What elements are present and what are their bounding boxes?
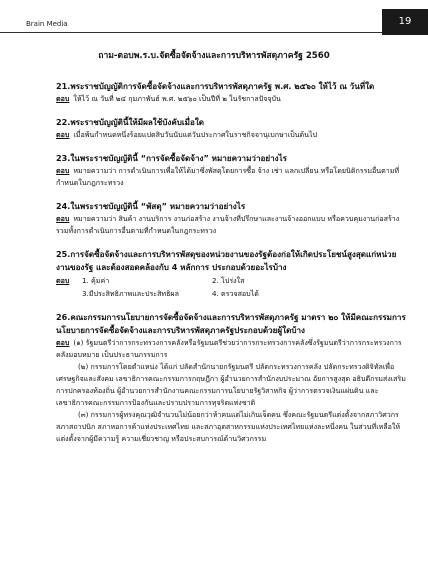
- question: 24.ในพระราชบัญญัตินี้ “พัสดุ” หมายความว่าอย่างไร: [56, 201, 246, 211]
- answer-options: [56, 274, 406, 300]
- answer: [56, 165, 406, 189]
- answer-label: ตอบ: [56, 130, 70, 139]
- answer-label: ตอบ: [56, 166, 70, 175]
- answer-text: เมื่อพ้นกำหนดหนึ่งร้อยแปดสิบวันนับแต่วันประกาศในราชกิจจานุเบกษาเป็นต้นไป: [73, 130, 318, 139]
- answer: [56, 213, 406, 237]
- answer: [56, 93, 406, 105]
- qa-item-24: [56, 200, 406, 237]
- answer-text: ให้ไว้ ณ วันที่ ๒๔ กุมภาพันธ์ พ.ศ. ๒๕๖๐ เป็นปีที่ ๒ ในรัชกาลปัจจุบัน: [73, 94, 281, 103]
- answer-paragraph: (๒) กรรมการโดยตำแหน่ง ได้แก่ ปลัดสำนักนายกรัฐมนตรี ปลัดกระทรวงการคลัง ปลัดกระทรวงดิจิทัลเพื่อเศรษฐกิจและสังคม เลขาธิการคณะกรรมการกฤษฎีกา ผู้อำนวยการสำนักงบประมาณ อัยการสูงสุด อธิบดีกรมส่งเสริมการปกครองท้องถิ่น ผู้อำนวยการสำนักงานคณะกรรมการนโยบายรัฐวิสาหกิจ ผู้ว่าการตรวจเงินแผ่นดิน และเลขาธิการคณะกรรมการป้องกันและปราบปรามการทุจริตแห่งชาติ: [56, 362, 406, 407]
- options-row: [56, 274, 406, 287]
- option-item: 4. ตรวจสอบได้: [212, 289, 259, 298]
- option-item: 1. คุ้มค่า: [82, 276, 110, 285]
- answer-text: หมายความว่า สินค้า งานบริการ งานก่อสร้าง งานจ้างที่ปรึกษาและงานจ้างออกแบบ หรือควบคุมงานก่อสร้าง รวมทั้งการดำเนินการอื่นตามที่กำหนดในกฎกระทรวง: [56, 214, 400, 235]
- answer-label: ตอบ: [56, 214, 70, 223]
- answer: [56, 129, 406, 141]
- option-item: 3.มีประสิทธิภาพและประสิทธิผล: [82, 289, 179, 298]
- answer-label: ตอบ: [56, 276, 70, 285]
- answer-paragraph: [56, 337, 406, 361]
- qa-item-22: [56, 116, 406, 141]
- options-row: [56, 287, 406, 300]
- qa-item-21: [56, 80, 406, 105]
- question: 23.ในพระราชบัญญัตินี้ “การจัดซื้อจัดจ้าง” หมายความว่าอย่างไร: [56, 153, 288, 163]
- question: 25.การจัดซื้อจัดจ้างและการบริหารพัสดุของหน่วยงานของรัฐต้องก่อให้เกิดประโยชน์สูงสุดแก่หน่วยงานของรัฐ และต้องสอดคล้องกับ 4 หลักการ ประกอบด้วยอะไรบ้าง: [56, 249, 397, 272]
- qa-item-23: [56, 152, 406, 189]
- brand-name: Brain Media: [26, 20, 68, 28]
- option-item: 2. โปร่งใส: [212, 276, 245, 285]
- answer-label: ตอบ: [56, 94, 70, 103]
- answer-text: หมายความว่า การดำเนินการเพื่อให้ได้มาซึ่งพัสดุโดยการซื้อ จ้าง เช่า แลกเปลี่ยน หรือโดยนิติกรรมอื่นตามที่กำหนดในกฎกระทรวง: [56, 166, 400, 187]
- question: 22.พระราชบัญญัตินี้ให้มีผลใช้บังคับเมื่อใด: [56, 117, 205, 127]
- page-number: 19: [382, 9, 428, 35]
- qa-content: [56, 80, 406, 456]
- answer-text: (๑) รัฐมนตรีว่าการกระทรวงการคลังหรือรัฐมนตรีช่วยว่าการกระทรวงการคลังซึ่งรัฐมนตรีว่าการกระทรวงการคลังมอบหมาย เป็นประธานกรรมการ: [56, 338, 402, 359]
- answer-label: ตอบ: [56, 338, 70, 347]
- question: 26.คณะกรรมการนโยบายการจัดซื้อจัดจ้างและการบริหารพัสดุภาครัฐ มาตรา ๒๐ ให้มีคณะกรรมการนโยบายการจัดซื้อจัดจ้างและการบริหารพัสดุภาครัฐประกอบด้วยผู้ใดบ้าง: [56, 312, 406, 335]
- question: 21.พระราชบัญญัติการจัดซื้อจัดจ้างและการบริหารพัสดุภาครัฐ พ.ศ. ๒๕๖๐ ให้ไว้ ณ วันที่ใด: [56, 81, 375, 91]
- document-title: ถาม-ตอบพ.ร.บ.จัดซื้อจัดจ้างและการบริหารพัสดุภาครัฐ 2560: [98, 51, 330, 61]
- qa-item-26: [56, 311, 406, 445]
- answer-paragraph: (๓) กรรมการผู้ทรงคุณวุฒิจำนวนไม่น้อยกว่าห้าคนแต่ไม่เกินเจ็ดคน ซึ่งคณะรัฐมนตรีแต่งตั้งจากสภาวิศวกร สภาสถาปนิก สภาหอการค้าแห่งประเทศไทย และสภาอุตสาหกรรมแห่งประเทศไทยแห่งละหนึ่งคน ในส่วนที่เหลือให้แต่งตั้งจากผู้มีความรู้ ความเชี่ยวชาญ หรือประสบการณ์ด้านวิศวกรรม: [56, 410, 401, 443]
- qa-item-25: [56, 248, 406, 300]
